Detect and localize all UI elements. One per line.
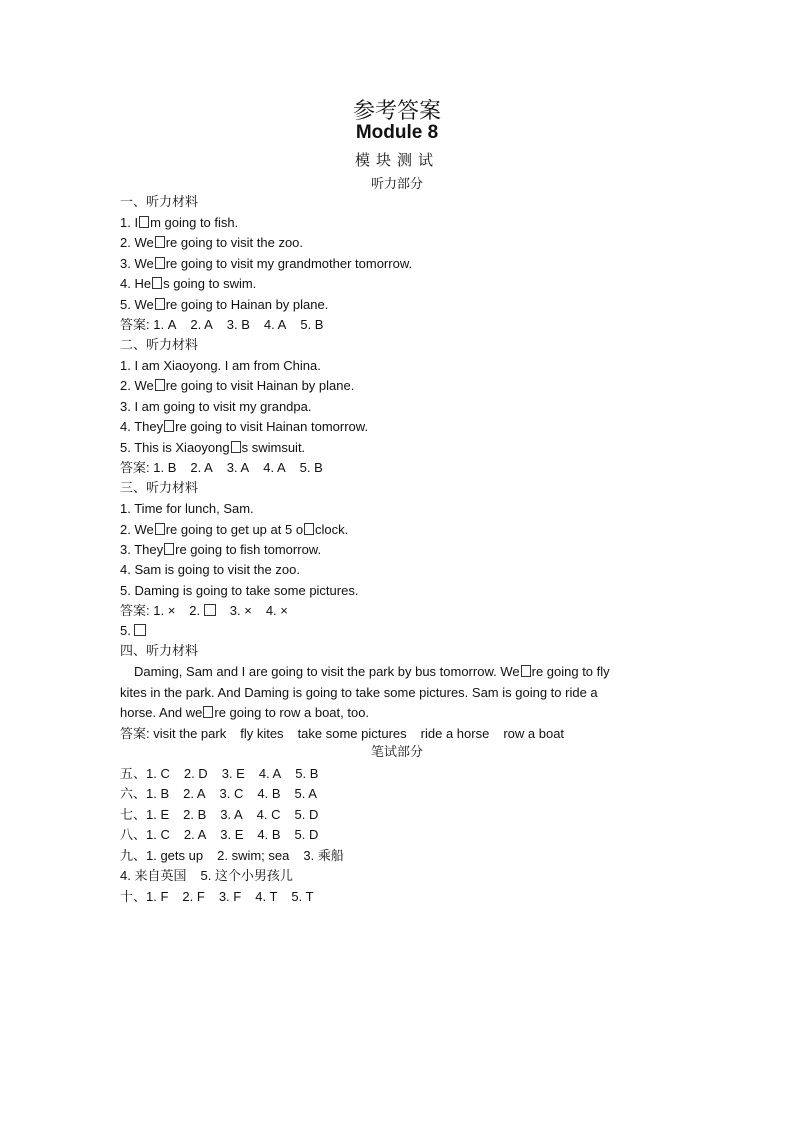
text-part: re going to visit Hainan by plane. (165, 378, 355, 393)
answer: 4. A (263, 460, 286, 475)
answer: 3. × (229, 603, 252, 618)
answer: 4. A (258, 766, 282, 781)
section4-answers (120, 726, 564, 742)
written-row (120, 786, 317, 802)
text-part: 4. He (120, 276, 152, 291)
section4-paragraph-line (134, 664, 610, 680)
answer-label: 答案 (120, 726, 147, 741)
section1-answers (120, 317, 323, 333)
answer: 4. T (255, 889, 278, 904)
test-subtitle: 模块测试 (354, 151, 439, 169)
text-part: re going to visit my grandmother tomorrow. (165, 256, 413, 271)
section3-heading: 三、听力材料 (120, 480, 199, 495)
answer: 5. D (294, 827, 319, 842)
answer: 2. A (190, 317, 213, 332)
text-part: 3. We (120, 256, 154, 271)
answer: row a boat (503, 726, 565, 741)
answer: 2. (189, 603, 201, 618)
text-part: 2. We (120, 522, 154, 537)
section2-line (120, 419, 368, 435)
written-row (120, 868, 293, 884)
text-part: re going to visit Hainan tomorrow. (175, 419, 369, 434)
missing-glyph-box (164, 420, 174, 432)
text-part: s going to swim. (163, 276, 257, 291)
answer: 5. A (294, 786, 317, 801)
answer: 3. F (218, 889, 242, 904)
section1-line (120, 215, 238, 231)
written-row (120, 766, 318, 782)
section3-answers-cont (120, 623, 146, 639)
section2-line: 3. I am going to visit my grandpa. (120, 399, 312, 414)
answer: 5. 这个小男孩儿 (200, 868, 293, 883)
answer: : 1. B (146, 460, 177, 475)
missing-glyph-box (203, 706, 213, 718)
answer: 4. × (265, 603, 288, 618)
answer: 4. 来自英国 (120, 868, 187, 883)
answer: fly kites (240, 726, 284, 741)
answer: 5. D (294, 807, 319, 822)
answer-label: 答案 (120, 460, 147, 475)
text-part: re going to get up at 5 o (165, 522, 304, 537)
answer: 3. A (220, 807, 243, 822)
answer: 4. B (257, 827, 281, 842)
answer: 六、1. B (120, 786, 170, 801)
answer: 4. A (263, 317, 287, 332)
text-part: 5. This is Xiaoyong (120, 440, 230, 455)
section2-line (120, 440, 305, 456)
text-part: s swimsuit. (241, 440, 306, 455)
answer-label: 答案 (120, 317, 147, 332)
written-row (120, 889, 314, 905)
section3-line: 1. Time for lunch, Sam. (120, 501, 254, 516)
module-title: Module 8 (355, 122, 439, 143)
answer: 十、1. F (120, 889, 169, 904)
text-part: 2. We (120, 235, 154, 250)
section2-line: 1. I am Xiaoyong. I am from China. (120, 358, 321, 373)
missing-glyph-box (152, 277, 162, 289)
answer: 3. A (226, 460, 250, 475)
section1-line (120, 297, 328, 313)
answer: 八、1. C (120, 827, 170, 842)
section3-answers (120, 603, 288, 619)
answer: 4. C (256, 807, 281, 822)
answer: : 1. A (146, 317, 177, 332)
answer: 2. A (190, 460, 213, 475)
answer: 3. 乘船 (303, 848, 344, 863)
text-part: re going to visit the zoo. (165, 235, 304, 250)
answer: take some pictures (297, 726, 407, 741)
section4-paragraph-line (120, 705, 369, 721)
section1-heading: 一、听力材料 (120, 194, 199, 209)
text-part: 4. They (120, 419, 164, 434)
section3-line (120, 542, 321, 558)
written-row (120, 807, 318, 823)
answer: 5. B (300, 317, 324, 332)
answer: 七、1. E (120, 807, 170, 822)
missing-glyph-box (521, 665, 531, 677)
text-part: re going to fly (531, 664, 610, 679)
section3-line: 5. Daming is going to take some pictures. (120, 583, 359, 598)
text-part: clock. (315, 522, 349, 537)
section1-line (120, 276, 256, 292)
answer: 五、1. C (120, 766, 170, 781)
answer: ride a horse (420, 726, 490, 741)
written-row (120, 848, 344, 864)
section3-line (120, 522, 348, 538)
checkmark-box-icon (134, 624, 146, 636)
text-part: re going to fish tomorrow. (175, 542, 322, 557)
answer: 5. B (295, 766, 319, 781)
answer-label: 答案 (120, 603, 147, 618)
section2-line (120, 378, 354, 394)
answer: : 1. × (146, 603, 176, 618)
text-part: Daming, Sam and I are going to visit the park by bus tomorrow. We (134, 664, 520, 679)
answer: 3. B (226, 317, 250, 332)
section1-line (120, 256, 412, 272)
text-part: m going to fish. (150, 215, 239, 230)
text-part: 1. I (120, 215, 139, 230)
checkmark-box-icon (204, 604, 216, 616)
answer: 2. B (183, 807, 207, 822)
answer: 2. D (183, 766, 208, 781)
answer: 2. A (183, 827, 207, 842)
section3-line: 4. Sam is going to visit the zoo. (120, 562, 300, 577)
missing-glyph-box (231, 441, 241, 453)
written-row (120, 827, 318, 843)
missing-glyph-box (155, 257, 165, 269)
answer: 3. E (220, 827, 244, 842)
missing-glyph-box (164, 543, 174, 555)
section4-heading: 四、听力材料 (120, 643, 199, 658)
page-title: 参考答案 (352, 99, 441, 124)
missing-glyph-box (155, 379, 165, 391)
answer: 2. A (183, 786, 206, 801)
text-part: re going to Hainan by plane. (165, 297, 329, 312)
answer: 3. C (219, 786, 244, 801)
text-part: 3. They (120, 542, 164, 557)
answer: 4. B (257, 786, 281, 801)
answer: 5. B (299, 460, 323, 475)
answer: 九、1. gets up (120, 848, 204, 863)
missing-glyph-box (155, 298, 165, 310)
answer: 3. E (221, 766, 245, 781)
listening-part-heading: 听力部分 (370, 177, 423, 192)
section1-line (120, 235, 303, 251)
text-part: horse. And we (120, 705, 203, 720)
missing-glyph-box (155, 236, 165, 248)
text-part: 2. We (120, 378, 154, 393)
answer: 5. (120, 623, 131, 638)
missing-glyph-box (304, 523, 314, 535)
missing-glyph-box (139, 216, 149, 228)
section4-paragraph-line: kites in the park. And Daming is going to take some pictures. Sam is going to ride a (120, 685, 598, 700)
answer: 2. swim; sea (217, 848, 290, 863)
answer: 2. F (182, 889, 205, 904)
section2-answers (120, 460, 323, 476)
written-part-heading: 笔试部分 (370, 745, 423, 760)
text-part: re going to row a boat, too. (214, 705, 370, 720)
section2-heading: 二、听力材料 (120, 337, 199, 352)
answer: : visit the park (146, 726, 227, 741)
text-part: 5. We (120, 297, 154, 312)
answer: 5. T (291, 889, 314, 904)
missing-glyph-box (155, 523, 165, 535)
